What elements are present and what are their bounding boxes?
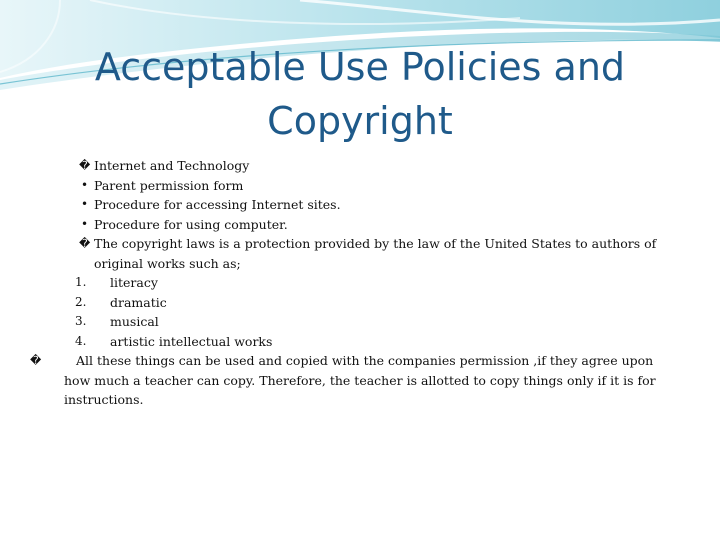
- slide-title-line2: Copyright: [267, 99, 453, 143]
- summary-paragraph-text: All these things can be used and copied with the companies permission ,if they agree upon how much a teacher can copy. Therefore, the teacher is allotted to copy things only if it is for instructions.: [64, 353, 656, 407]
- item-number: 3.: [75, 314, 87, 328]
- list-item-text: Internet and Technology: [94, 158, 250, 173]
- slide-title-line1: Acceptable Use Policies and: [94, 45, 626, 89]
- list-item: [0, 215, 720, 235]
- numbered-item-text: musical: [110, 314, 159, 329]
- list-item-text: Parent permission form: [94, 177, 244, 193]
- numbered-item: [0, 293, 720, 313]
- summary-paragraph: [0, 351, 720, 410]
- slide-title: [0, 40, 720, 148]
- numbered-item: [0, 273, 720, 293]
- checkbox-placeholder-icon: �: [30, 354, 42, 367]
- list-item: [0, 156, 720, 176]
- list-item: [0, 195, 720, 215]
- bullet-icon: •: [81, 177, 89, 192]
- list-item-text: Procedure for accessing Internet sites.: [94, 197, 341, 212]
- bullet-icon: •: [81, 197, 89, 211]
- list-item: [0, 176, 720, 196]
- list-item-text: The copyright laws is a protection provided by the law of the United States to authors of original works such as;: [94, 236, 657, 271]
- bullet-icon: •: [81, 216, 89, 231]
- item-number: 4.: [75, 333, 87, 348]
- numbered-item-text: dramatic: [110, 294, 167, 310]
- numbered-item: [0, 332, 720, 352]
- item-number: 1.: [75, 275, 87, 289]
- checkbox-placeholder-icon: �: [79, 159, 91, 172]
- numbered-item-text: artistic intellectual works: [110, 333, 273, 349]
- list-item-text: Procedure for using computer.: [94, 216, 288, 232]
- numbered-item: [0, 312, 720, 332]
- checkbox-placeholder-icon: �: [79, 237, 91, 250]
- slide-body: [0, 156, 720, 410]
- item-number: 2.: [75, 294, 87, 309]
- list-item: [0, 234, 720, 273]
- numbered-item-text: literacy: [110, 275, 158, 290]
